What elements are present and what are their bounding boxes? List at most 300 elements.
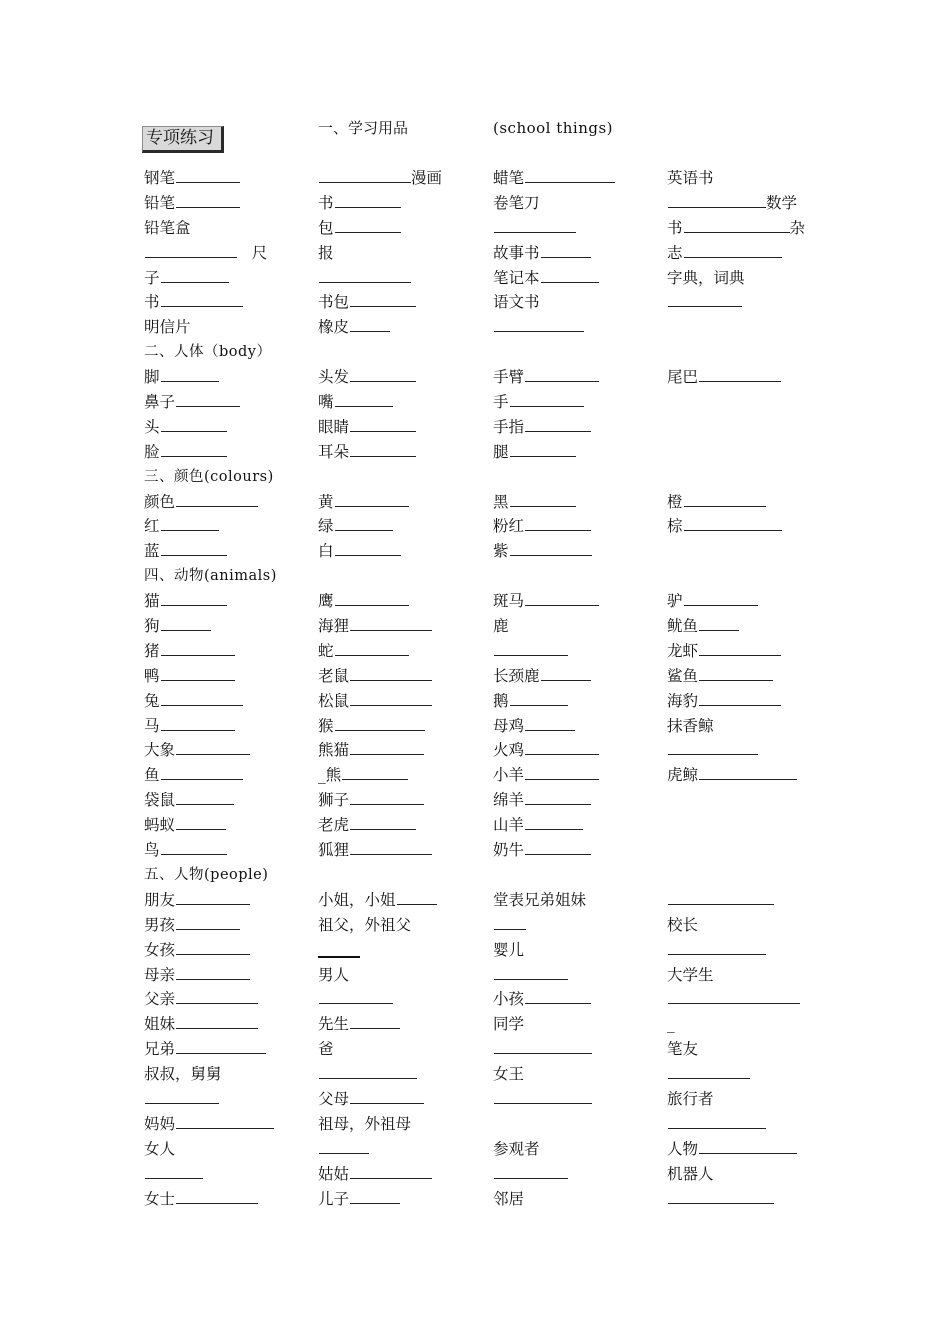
answer-blank[interactable] bbox=[699, 630, 739, 631]
vocab-entry bbox=[667, 1062, 832, 1087]
vocab-word: 猫 bbox=[144, 592, 160, 611]
answer-blank[interactable] bbox=[684, 530, 782, 531]
answer-blank[interactable] bbox=[699, 381, 781, 382]
vocab-word: 姑姑 bbox=[318, 1164, 350, 1183]
answer-blank[interactable] bbox=[350, 705, 432, 706]
answer-blank[interactable] bbox=[541, 680, 591, 681]
answer-blank[interactable] bbox=[176, 929, 240, 930]
vocab-entry bbox=[144, 714, 309, 739]
vocab-word: 蚂蚁 bbox=[144, 816, 176, 835]
vocab-word: 书包 bbox=[318, 293, 350, 312]
vocab-word: 姐妹 bbox=[144, 1015, 176, 1034]
vocab-entry bbox=[493, 788, 658, 813]
vocab-word: 松鼠 bbox=[318, 691, 350, 710]
answer-blank[interactable] bbox=[494, 929, 526, 930]
vocab-word: 朋友 bbox=[144, 890, 176, 909]
answer-blank[interactable] bbox=[668, 1128, 766, 1129]
answer-blank[interactable] bbox=[176, 1053, 266, 1054]
answer-blank[interactable] bbox=[335, 406, 393, 407]
vocab-word: 驴 bbox=[667, 592, 683, 611]
vocab-entry bbox=[493, 390, 658, 415]
vocab-entry bbox=[493, 589, 658, 614]
vocab-word: 笔记本 bbox=[493, 268, 540, 287]
vocab-word: 二、人体（body） bbox=[144, 344, 272, 361]
worksheet-column-1 bbox=[144, 166, 309, 1211]
vocab-word: 父母 bbox=[318, 1089, 350, 1108]
vocab-word: 鹿 bbox=[493, 617, 509, 636]
vocab-suffix: 漫画 bbox=[411, 169, 443, 187]
vocab-word: 白 bbox=[318, 542, 334, 561]
answer-blank[interactable] bbox=[494, 1103, 592, 1104]
answer-blank[interactable] bbox=[699, 705, 781, 706]
vocab-word: 五、人物(people) bbox=[144, 866, 269, 883]
vocab-word: 紫 bbox=[493, 542, 509, 561]
vocab-word: 海豹 bbox=[667, 691, 699, 710]
vocab-entry bbox=[493, 340, 658, 365]
vocab-entry bbox=[144, 589, 309, 614]
vocab-word: 儿子 bbox=[318, 1189, 350, 1208]
answer-blank[interactable] bbox=[699, 779, 797, 780]
answer-blank[interactable] bbox=[350, 804, 424, 805]
vocab-word: 手指 bbox=[493, 417, 525, 436]
vocab-entry bbox=[318, 1162, 483, 1187]
vocab-entry bbox=[493, 1137, 658, 1162]
answer-blank[interactable] bbox=[668, 904, 774, 905]
answer-blank[interactable] bbox=[319, 1003, 393, 1004]
vocab-word: 手 bbox=[493, 393, 509, 412]
answer-blank[interactable] bbox=[541, 257, 591, 258]
answer-blank[interactable] bbox=[335, 506, 409, 507]
vocab-word: 先生 bbox=[318, 1015, 350, 1034]
vocab-word: 鱼 bbox=[144, 766, 160, 785]
answer-blank[interactable] bbox=[319, 1078, 417, 1079]
vocab-entry bbox=[318, 290, 483, 315]
vocab-entry bbox=[318, 365, 483, 390]
answer-blank[interactable] bbox=[668, 1078, 750, 1079]
answer-blank[interactable] bbox=[668, 1003, 800, 1004]
vocab-entry bbox=[318, 465, 483, 490]
answer-blank[interactable] bbox=[161, 680, 235, 681]
vocab-entry bbox=[318, 987, 483, 1012]
answer-blank[interactable] bbox=[684, 605, 758, 606]
vocab-entry bbox=[144, 365, 309, 390]
vocab-entry bbox=[493, 1162, 658, 1187]
vocab-word: 袋鼠 bbox=[144, 791, 176, 810]
vocab-entry bbox=[667, 714, 832, 739]
vocab-entry bbox=[318, 440, 483, 465]
vocab-entry bbox=[144, 763, 309, 788]
vocab-word: 抹香鲸 bbox=[667, 716, 714, 735]
vocab-word: 女士 bbox=[144, 1189, 176, 1208]
answer-blank[interactable] bbox=[350, 1103, 424, 1104]
vocab-entry bbox=[493, 987, 658, 1012]
answer-blank[interactable] bbox=[494, 331, 584, 332]
answer-blank[interactable] bbox=[350, 1028, 400, 1029]
vocab-word: 书 bbox=[318, 193, 334, 212]
answer-blank[interactable] bbox=[494, 979, 568, 980]
answer-blank[interactable] bbox=[525, 854, 591, 855]
answer-blank[interactable] bbox=[176, 506, 258, 507]
answer-blank[interactable] bbox=[699, 1153, 797, 1154]
answer-blank[interactable] bbox=[176, 406, 240, 407]
vocab-entry bbox=[493, 714, 658, 739]
answer-blank[interactable] bbox=[161, 456, 227, 457]
answer-blank[interactable] bbox=[350, 431, 416, 432]
vocab-word: 海狸 bbox=[318, 617, 350, 636]
vocab-entry bbox=[667, 315, 832, 340]
vocab-entry bbox=[493, 490, 658, 515]
answer-blank[interactable] bbox=[525, 1003, 591, 1004]
vocab-word: 堂表兄弟姐妹 bbox=[493, 890, 587, 909]
vocab-word: 女人 bbox=[144, 1139, 176, 1158]
vocab-word: 大学生 bbox=[667, 965, 714, 984]
vocab-entry bbox=[144, 390, 309, 415]
answer-blank[interactable] bbox=[176, 1028, 258, 1029]
answer-blank[interactable] bbox=[176, 1128, 274, 1129]
vocab-word: 参观者 bbox=[493, 1139, 540, 1158]
worksheet-column-4 bbox=[667, 166, 832, 1211]
vocab-entry bbox=[667, 788, 832, 813]
vocab-entry bbox=[318, 191, 483, 216]
vocab-word: 狗 bbox=[144, 617, 160, 636]
vocab-entry bbox=[144, 266, 309, 291]
answer-blank[interactable] bbox=[176, 1003, 258, 1004]
vocab-entry bbox=[493, 838, 658, 863]
vocab-word: 母亲 bbox=[144, 965, 176, 984]
answer-blank[interactable] bbox=[161, 431, 227, 432]
answer-blank[interactable] bbox=[525, 754, 599, 755]
vocab-entry bbox=[144, 738, 309, 763]
answer-blank[interactable] bbox=[176, 904, 250, 905]
answer-blank[interactable] bbox=[350, 829, 416, 830]
answer-blank[interactable] bbox=[176, 754, 250, 755]
vocab-word: 子 bbox=[144, 268, 160, 287]
vocab-word: 橡皮 bbox=[318, 318, 350, 337]
answer-blank[interactable] bbox=[510, 555, 592, 556]
answer-blank[interactable] bbox=[668, 207, 766, 208]
vocab-entry bbox=[667, 490, 832, 515]
answer-blank[interactable] bbox=[342, 779, 408, 780]
answer-blank[interactable] bbox=[668, 954, 766, 955]
vocab-entry bbox=[667, 738, 832, 763]
vocab-entry bbox=[318, 838, 483, 863]
vocab-entry bbox=[144, 191, 309, 216]
vocab-word: 鲨鱼 bbox=[667, 666, 699, 685]
vocab-entry bbox=[318, 938, 483, 963]
vocab-word: 书 bbox=[667, 218, 683, 237]
vocab-entry bbox=[318, 1062, 483, 1087]
vocab-word: 鹰 bbox=[318, 592, 334, 611]
vocab-entry bbox=[667, 564, 832, 589]
answer-blank[interactable] bbox=[510, 506, 576, 507]
vocab-entry bbox=[493, 639, 658, 664]
vocab-word: 鹅 bbox=[493, 691, 509, 710]
vocab-entry bbox=[493, 514, 658, 539]
vocab-word: 爸 bbox=[318, 1040, 334, 1059]
vocab-entry bbox=[493, 689, 658, 714]
vocab-word: 字典，词典 bbox=[667, 268, 745, 287]
vocab-entry bbox=[493, 938, 658, 963]
answer-blank[interactable] bbox=[335, 207, 401, 208]
vocab-word: 叔叔，舅舅 bbox=[144, 1065, 222, 1084]
answer-blank[interactable] bbox=[145, 1103, 219, 1104]
topic-badge: 专项练习 bbox=[142, 126, 224, 153]
vocab-entry bbox=[493, 913, 658, 938]
vocab-suffix: 尺 bbox=[237, 243, 268, 262]
answer-blank[interactable] bbox=[525, 431, 591, 432]
vocab-entry bbox=[318, 738, 483, 763]
vocab-word: 机器人 bbox=[667, 1164, 714, 1183]
answer-blank[interactable] bbox=[176, 979, 250, 980]
vocab-word: 粉红 bbox=[493, 517, 525, 536]
answer-blank[interactable] bbox=[176, 804, 234, 805]
answer-blank[interactable] bbox=[161, 306, 243, 307]
vocab-entry bbox=[667, 1162, 832, 1187]
answer-blank[interactable] bbox=[525, 730, 575, 731]
answer-blank[interactable] bbox=[684, 232, 790, 233]
vocab-entry bbox=[144, 938, 309, 963]
vocab-entry bbox=[493, 1062, 658, 1087]
vocab-word: _熊 bbox=[318, 766, 342, 785]
answer-blank[interactable] bbox=[684, 257, 782, 258]
vocab-word: 三、颜色(colours) bbox=[144, 468, 274, 485]
vocab-word: 祖母，外祖母 bbox=[318, 1114, 412, 1133]
answer-blank[interactable] bbox=[525, 779, 599, 780]
vocab-entry bbox=[493, 440, 658, 465]
answer-blank[interactable] bbox=[525, 530, 591, 531]
worksheet-column-2 bbox=[318, 166, 483, 1211]
vocab-entry bbox=[667, 266, 832, 291]
vocab-entry bbox=[493, 1012, 658, 1037]
vocab-word: 嘴 bbox=[318, 393, 334, 412]
vocab-entry bbox=[144, 241, 309, 266]
vocab-word: 铅笔盒 bbox=[144, 218, 191, 237]
answer-blank[interactable] bbox=[335, 655, 409, 656]
answer-blank[interactable] bbox=[335, 730, 425, 731]
vocab-entry bbox=[493, 415, 658, 440]
answer-blank[interactable] bbox=[176, 207, 240, 208]
vocab-entry bbox=[667, 614, 832, 639]
vocab-entry bbox=[667, 639, 832, 664]
vocab-word: 鱿鱼 bbox=[667, 617, 699, 636]
vocab-word: 小姐，小姐 bbox=[318, 890, 396, 909]
vocab-word: 四、动物(animals) bbox=[144, 568, 277, 585]
vocab-entry bbox=[667, 340, 832, 365]
answer-blank[interactable] bbox=[350, 1178, 432, 1179]
vocab-word: 妈妈 bbox=[144, 1114, 176, 1133]
answer-blank[interactable] bbox=[335, 232, 401, 233]
answer-blank[interactable] bbox=[510, 406, 584, 407]
answer-blank[interactable] bbox=[350, 456, 416, 457]
answer-blank[interactable] bbox=[699, 680, 773, 681]
vocab-entry bbox=[667, 191, 832, 216]
vocab-entry bbox=[493, 365, 658, 390]
vocab-entry bbox=[667, 938, 832, 963]
answer-blank[interactable] bbox=[319, 282, 411, 283]
answer-blank[interactable] bbox=[335, 555, 401, 556]
answer-blank[interactable] bbox=[161, 530, 219, 531]
answer-blank[interactable] bbox=[525, 381, 599, 382]
answer-blank[interactable] bbox=[525, 182, 615, 183]
vocab-word: 腿 bbox=[493, 442, 509, 461]
answer-blank[interactable] bbox=[350, 381, 416, 382]
vocab-suffix: 杂 bbox=[789, 218, 806, 237]
vocab-word: 鸟 bbox=[144, 841, 160, 860]
answer-blank[interactable] bbox=[319, 1153, 369, 1154]
answer-blank[interactable] bbox=[350, 306, 416, 307]
vocab-word: 语文书 bbox=[493, 293, 540, 312]
answer-blank[interactable] bbox=[699, 655, 781, 656]
vocab-entry bbox=[667, 390, 832, 415]
vocab-word: 明信片 bbox=[144, 318, 191, 337]
section-heading bbox=[144, 863, 309, 888]
vocab-entry bbox=[667, 888, 832, 913]
vocab-word: 头 bbox=[144, 417, 160, 436]
answer-blank[interactable] bbox=[161, 854, 227, 855]
answer-blank[interactable] bbox=[161, 282, 229, 283]
vocab-entry bbox=[667, 539, 832, 564]
vocab-entry bbox=[318, 589, 483, 614]
vocab-entry bbox=[144, 315, 309, 340]
vocab-entry bbox=[667, 241, 832, 266]
vocab-entry bbox=[318, 639, 483, 664]
vocab-entry bbox=[493, 963, 658, 988]
answer-blank[interactable] bbox=[350, 854, 432, 855]
vocab-word: 棕 bbox=[667, 517, 683, 536]
answer-blank[interactable] bbox=[350, 1203, 400, 1204]
vocab-entry bbox=[667, 465, 832, 490]
vocab-entry bbox=[144, 838, 309, 863]
vocab-word: 橙 bbox=[667, 492, 683, 511]
answer-blank[interactable] bbox=[161, 779, 243, 780]
answer-blank[interactable] bbox=[510, 705, 568, 706]
answer-blank[interactable] bbox=[525, 829, 583, 830]
answer-blank[interactable] bbox=[350, 630, 432, 631]
vocab-entry bbox=[318, 1137, 483, 1162]
answer-blank[interactable] bbox=[319, 182, 411, 183]
answer-blank[interactable] bbox=[668, 754, 758, 755]
vocab-word: 钢笔 bbox=[144, 169, 176, 187]
vocab-entry bbox=[667, 1012, 832, 1037]
vocab-entry bbox=[667, 166, 832, 191]
answer-blank[interactable] bbox=[525, 804, 591, 805]
answer-blank[interactable] bbox=[494, 1178, 568, 1179]
vocab-entry bbox=[667, 589, 832, 614]
vocab-word: 眼睛 bbox=[318, 417, 350, 436]
vocab-entry bbox=[493, 813, 658, 838]
answer-blank[interactable] bbox=[684, 506, 766, 507]
answer-blank[interactable] bbox=[161, 605, 227, 606]
answer-blank[interactable] bbox=[494, 232, 576, 233]
vocab-entry bbox=[318, 788, 483, 813]
vocab-word: 婴儿 bbox=[493, 940, 525, 959]
answer-blank[interactable] bbox=[350, 680, 432, 681]
section-heading bbox=[144, 465, 309, 490]
vocab-word: 狮子 bbox=[318, 791, 350, 810]
vocab-word: 红 bbox=[144, 517, 160, 536]
vocab-entry bbox=[318, 1012, 483, 1037]
vocab-entry bbox=[493, 1187, 658, 1212]
answer-blank[interactable] bbox=[161, 730, 235, 731]
vocab-entry bbox=[493, 1112, 658, 1137]
vocab-entry bbox=[144, 1087, 309, 1112]
vocab-word: 长颈鹿 bbox=[493, 666, 540, 685]
vocab-word: 笔友 bbox=[667, 1040, 699, 1059]
vocab-word: 校长 bbox=[667, 915, 699, 934]
vocab-word: 父亲 bbox=[144, 990, 176, 1009]
answer-blank[interactable] bbox=[335, 605, 409, 606]
answer-blank[interactable] bbox=[668, 1203, 774, 1204]
vocab-word: 卷笔刀 bbox=[493, 193, 540, 212]
answer-blank[interactable] bbox=[541, 282, 599, 283]
answer-blank[interactable] bbox=[525, 605, 599, 606]
vocab-word: 颜色 bbox=[144, 492, 176, 511]
answer-blank[interactable] bbox=[397, 904, 437, 905]
vocab-word: 脚 bbox=[144, 368, 160, 387]
vocab-entry bbox=[144, 290, 309, 315]
answer-blank[interactable] bbox=[350, 754, 424, 755]
vocab-word: 猪 bbox=[144, 641, 160, 660]
vocab-entry bbox=[318, 689, 483, 714]
vocab-entry bbox=[667, 763, 832, 788]
vocab-entry bbox=[318, 963, 483, 988]
vocab-entry bbox=[318, 763, 483, 788]
answer-blank[interactable] bbox=[176, 829, 226, 830]
answer-blank[interactable] bbox=[510, 456, 576, 457]
vocab-word: 虎鲸 bbox=[667, 766, 699, 785]
vocab-word: 包 bbox=[318, 218, 334, 237]
answer-blank[interactable] bbox=[494, 655, 568, 656]
vocab-entry bbox=[318, 1037, 483, 1062]
vocab-suffix: 数学 bbox=[766, 193, 798, 212]
answer-blank[interactable] bbox=[176, 1203, 258, 1204]
vocab-word: 山羊 bbox=[493, 816, 525, 835]
vocab-word: 鼻子 bbox=[144, 393, 176, 412]
vocab-entry bbox=[144, 987, 309, 1012]
answer-blank[interactable] bbox=[161, 655, 235, 656]
answer-blank[interactable] bbox=[145, 1178, 203, 1179]
vocab-word: 黑 bbox=[493, 492, 509, 511]
answer-blank[interactable] bbox=[176, 182, 240, 183]
vocab-word: 女王 bbox=[493, 1065, 525, 1084]
answer-blank[interactable] bbox=[161, 630, 211, 631]
vocab-word: 大象 bbox=[144, 741, 176, 760]
vocab-entry bbox=[144, 415, 309, 440]
vocab-entry bbox=[144, 689, 309, 714]
vocab-entry bbox=[493, 266, 658, 291]
vocab-word: 兔 bbox=[144, 691, 160, 710]
answer-blank[interactable] bbox=[335, 530, 393, 531]
answer-blank[interactable] bbox=[668, 306, 742, 307]
vocab-entry bbox=[493, 614, 658, 639]
vocab-word: _ bbox=[667, 1015, 675, 1034]
answer-blank[interactable] bbox=[350, 331, 390, 332]
answer-blank[interactable] bbox=[161, 555, 227, 556]
answer-blank[interactable] bbox=[145, 257, 237, 258]
vocab-entry bbox=[318, 216, 483, 241]
answer-blank[interactable] bbox=[161, 705, 243, 706]
vocab-word: 老鼠 bbox=[318, 666, 350, 685]
answer-blank[interactable] bbox=[494, 1053, 592, 1054]
vocab-entry bbox=[493, 1037, 658, 1062]
answer-blank[interactable] bbox=[176, 954, 250, 955]
vocab-entry bbox=[493, 1087, 658, 1112]
vocab-entry bbox=[144, 664, 309, 689]
answer-blank[interactable] bbox=[161, 381, 219, 382]
vocab-entry bbox=[318, 340, 483, 365]
vocab-word: 蜡笔 bbox=[493, 169, 525, 187]
vocab-word: 耳朵 bbox=[318, 442, 350, 461]
